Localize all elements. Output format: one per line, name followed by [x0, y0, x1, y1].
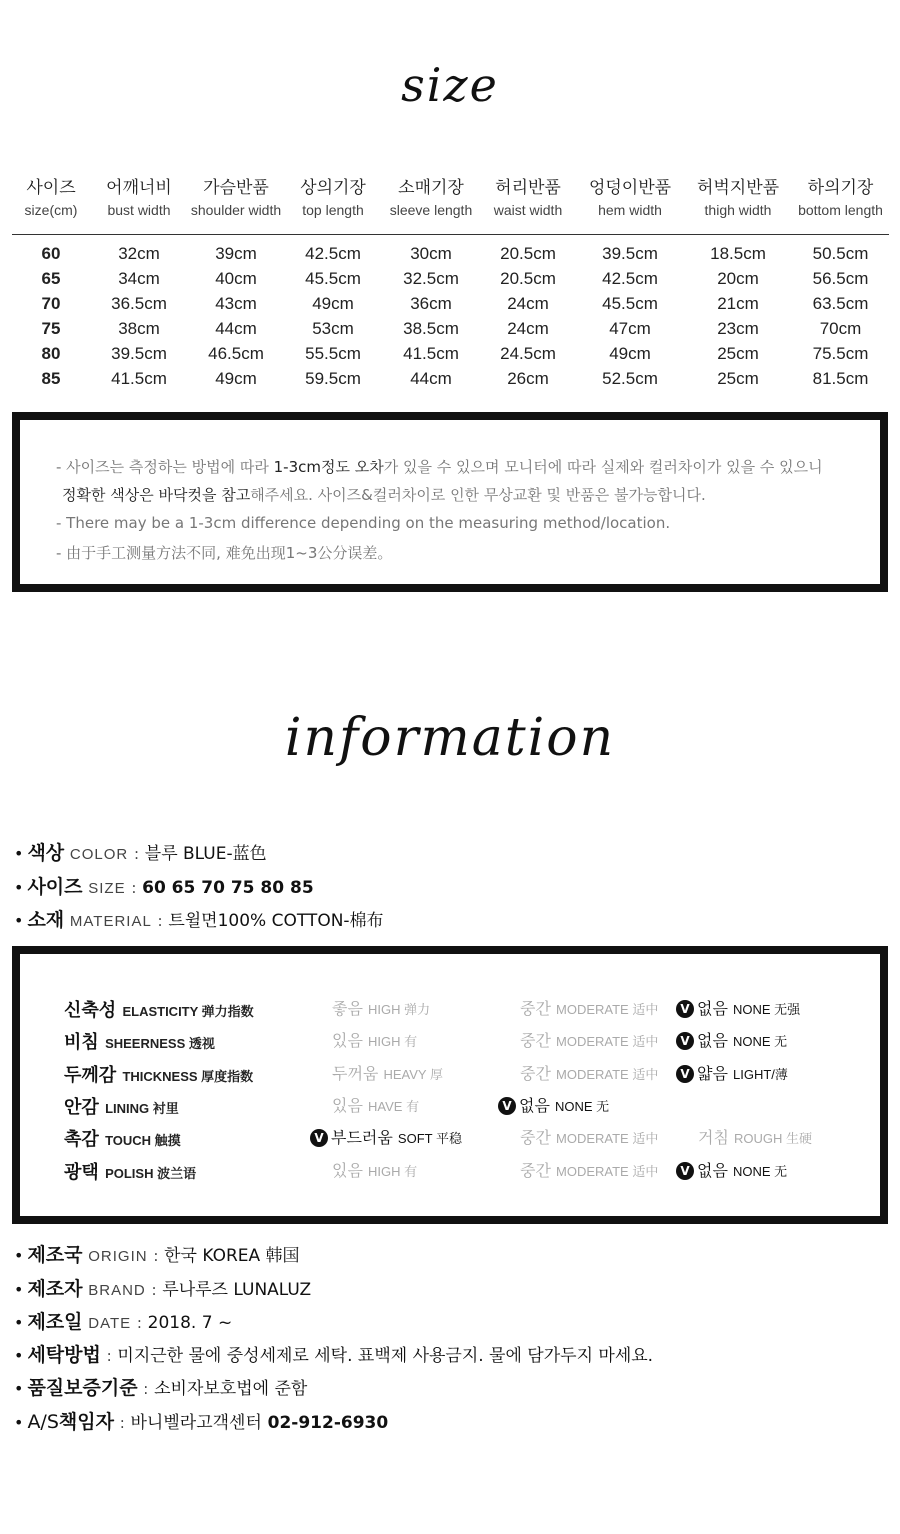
size-table	[12, 176, 889, 391]
measurement-cell: 45.5cm	[602, 293, 658, 313]
measurement-cell: 24cm	[507, 293, 549, 313]
measurement-cell: 20cm	[717, 268, 759, 288]
measurement-cell: 55.5cm	[305, 343, 361, 363]
check-icon: V	[498, 1097, 516, 1115]
info-as-contact: • A/S책임자 : 바니벨라고객센터 02-912-6930	[14, 1411, 389, 1433]
table-row	[12, 341, 889, 366]
measurement-cell: 25cm	[717, 368, 759, 388]
info-date: • 제조일 DATE : 2018. 7 ~	[14, 1311, 233, 1333]
header-thigh: 허벅지반품 thigh width	[696, 178, 780, 218]
measurement-cell: 20.5cm	[500, 243, 556, 263]
attribute-option: 중간 MODERATE 适中	[520, 1063, 659, 1083]
measurement-cell: 26cm	[507, 368, 549, 388]
measurement-cell: 25cm	[717, 343, 759, 363]
notice-line-3: - There may be a 1-3cm difference depending on the measuring method/location.	[56, 514, 671, 532]
measurement-cell: 42.5cm	[602, 268, 658, 288]
measurement-cell: 20.5cm	[500, 268, 556, 288]
measurement-cell: 18.5cm	[710, 243, 766, 263]
measurement-cell: 47cm	[609, 318, 651, 338]
fabric-attributes-box	[12, 946, 888, 1224]
measurement-cell: 75.5cm	[812, 343, 869, 363]
header-size: 사이즈 size(cm)	[24, 178, 78, 218]
measurement-cell: 34cm	[118, 268, 160, 288]
size-cell: 70	[41, 293, 61, 313]
attribute-name: 비침 SHEERNESS 透视	[64, 1032, 215, 1054]
check-icon: V	[676, 1065, 694, 1083]
measurement-cell: 38.5cm	[403, 318, 459, 338]
attribute-option: 중간 MODERATE 适中	[520, 1031, 659, 1051]
header-sleeve: 소매기장 sleeve length	[389, 178, 473, 218]
attribute-option-selected: V 없음 NONE 无	[498, 1093, 609, 1116]
info-quality: • 품질보증기준 : 소비자보호법에 준함	[14, 1377, 308, 1399]
measurement-cell: 41.5cm	[403, 343, 459, 363]
measurement-cell: 53cm	[312, 318, 354, 338]
attribute-name: 광택 POLISH 波兰语	[64, 1161, 197, 1183]
measurement-cell: 30cm	[410, 243, 452, 263]
header-shoulder: 어깨너비 bust width	[106, 178, 172, 218]
attribute-option-selected: V 없음 NONE 无强	[676, 996, 800, 1019]
attribute-name: 촉감 TOUCH 触摸	[64, 1129, 181, 1151]
measurement-cell: 44cm	[410, 368, 452, 388]
info-section-title: information	[284, 708, 616, 768]
check-icon: V	[310, 1129, 328, 1147]
measurement-cell: 45.5cm	[305, 268, 361, 288]
attribute-name: 신축성 ELASTICITY 弹力指数	[64, 1000, 254, 1021]
attribute-row	[20, 1158, 880, 1188]
measurement-cell: 56.5cm	[812, 268, 869, 288]
measurement-cell: 42.5cm	[305, 243, 361, 263]
attribute-row	[20, 996, 880, 1026]
info-color: • 색상 COLOR : 블루 BLUE-蓝色	[14, 842, 267, 864]
attribute-option: 중간 MODERATE 适中	[520, 1128, 659, 1148]
size-table-body	[12, 235, 889, 392]
attribute-row	[20, 1125, 880, 1155]
measurement-cell: 39.5cm	[111, 343, 167, 363]
measurement-cell: 63.5cm	[812, 293, 869, 313]
size-cell: 60	[41, 243, 61, 263]
info-brand: • 제조자 BRAND : 루나루즈 LUNALUZ	[14, 1278, 312, 1300]
attribute-option: 중간 MODERATE 适中	[520, 999, 659, 1018]
info-origin: • 제조국 ORIGIN : 한국 KOREA 韩国	[14, 1244, 300, 1266]
measurement-cell: 39.5cm	[602, 243, 658, 263]
measurement-cell: 36cm	[410, 293, 452, 313]
measurement-cell: 41.5cm	[111, 368, 167, 388]
notice-line-2: 정확한 색상은 바닥컷을 참고해주세요. 사이즈&컬러차이로 인한 무상교환 및 반품은 불가능합니다.	[62, 486, 706, 504]
attribute-option-selected: V 없음 NONE 无	[676, 1028, 787, 1051]
measurement-cell: 23cm	[717, 318, 759, 338]
measurement-cell: 70cm	[819, 318, 862, 338]
check-icon: V	[676, 1032, 694, 1050]
header-waist: 허리반품 waist width	[493, 178, 563, 218]
measurement-cell: 52.5cm	[602, 368, 658, 388]
measurement-cell: 59.5cm	[305, 368, 361, 388]
measurement-cell: 49cm	[215, 368, 257, 388]
attribute-option-selected: V 없음 NONE 无	[676, 1158, 787, 1181]
header-hip: 엉덩이반품 hem width	[588, 178, 672, 218]
measurement-cell: 43cm	[215, 293, 257, 313]
attribute-option: 있음 HIGH 有	[332, 1160, 418, 1180]
attribute-option-selected: V 부드러움 SOFT 平稳	[310, 1125, 462, 1148]
info-washing: • 세탁방법 : 미지근한 물에 중성세제로 세탁. 표백제 사용금지. 물에 담가두지 마세요.	[14, 1344, 654, 1366]
measurement-cell: 21cm	[717, 293, 759, 313]
notice-line-4: - 由于手工测量方法不同, 难免出现1~3公分误差。	[56, 544, 393, 562]
measurement-cell: 49cm	[312, 293, 354, 313]
table-row	[12, 266, 889, 291]
size-section-title: size	[401, 58, 499, 112]
measurement-cell: 32.5cm	[403, 268, 459, 288]
measurement-cell: 44cm	[215, 318, 257, 338]
attribute-name: 두께감 THICKNESS 厚度指数	[64, 1064, 254, 1086]
table-row	[12, 235, 889, 267]
measurement-cell: 46.5cm	[208, 343, 264, 363]
size-notice-box	[12, 412, 888, 592]
table-row	[12, 291, 889, 316]
notice-line-1: - 사이즈는 측정하는 방법에 따라 1-3cm정도 오차가 있을 수 있으며 모니터에 따라 실제와 컬러차이가 있을 수 있으니	[56, 458, 823, 476]
size-cell: 75	[41, 318, 61, 338]
attribute-option: 좋음 HIGH 弹力	[332, 999, 431, 1018]
measurement-cell: 39cm	[215, 243, 257, 263]
measurement-cell: 36.5cm	[111, 293, 167, 313]
info-size: • 사이즈 SIZE : 60 65 70 75 80 85	[14, 876, 314, 898]
table-row	[12, 316, 889, 341]
header-chest: 가슴반품 shoulder width	[190, 178, 282, 218]
header-bottom-length: 하의기장 bottom length	[798, 178, 883, 218]
attribute-option: 있음 HAVE 有	[332, 1095, 420, 1115]
measurement-cell: 24.5cm	[500, 343, 556, 363]
table-row	[12, 366, 889, 391]
size-table-header-row	[12, 176, 889, 235]
attribute-name: 안감 LINING 衬里	[64, 1096, 179, 1118]
measurement-cell: 38cm	[118, 318, 160, 338]
attribute-row	[20, 1028, 880, 1058]
attribute-row	[20, 1061, 880, 1091]
info-material: • 소재 MATERIAL : 트윌면100% COTTON-棉布	[14, 909, 384, 931]
measurement-cell: 50.5cm	[812, 243, 869, 263]
size-cell: 65	[41, 268, 61, 288]
measurement-cell: 81.5cm	[812, 368, 869, 388]
attribute-option: 중간 MODERATE 适中	[520, 1160, 659, 1180]
attribute-option-selected: V 얇음 LIGHT/薄	[676, 1061, 788, 1084]
header-top-length: 상의기장 top length	[300, 178, 366, 218]
attribute-row	[20, 1093, 880, 1123]
attribute-option: 거침 ROUGH 生硬	[698, 1128, 813, 1148]
measurement-cell: 49cm	[609, 343, 651, 363]
measurement-cell: 24cm	[507, 318, 549, 338]
attribute-option: 두꺼움 HEAVY 厚	[332, 1063, 443, 1083]
measurement-cell: 40cm	[215, 268, 257, 288]
attribute-option: 있음 HIGH 有	[332, 1031, 418, 1051]
size-cell: 85	[41, 368, 61, 388]
check-icon: V	[676, 1000, 694, 1018]
size-cell: 80	[41, 343, 61, 363]
check-icon: V	[676, 1162, 694, 1180]
measurement-cell: 32cm	[118, 243, 160, 263]
